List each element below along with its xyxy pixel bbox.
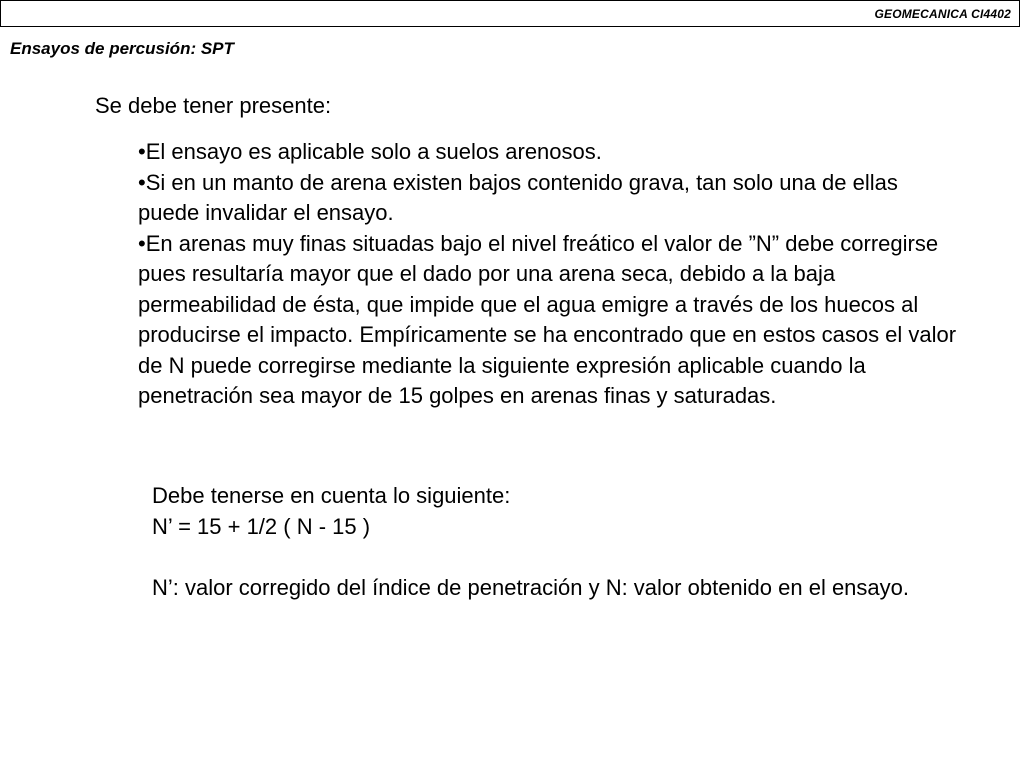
formula: N’ = 15 + 1/2 ( N - 15 ) xyxy=(152,513,371,539)
course-label: GEOMECANICA CI4402 xyxy=(874,7,1011,21)
bullet-list xyxy=(138,137,958,412)
bullet-item: •En arenas muy finas situadas bajo el nivel freático el valor de ”N” debe corregirse pues resultaría mayor que el dado por una arena seca, debido a la baja permeabilidad de ésta, que impide que el agua emigre a través de los huecos al producirse el impacto. Empíricamente se ha encontrado que en estos casos el valor de N puede corregirse mediante la siguiente expresión aplicable cuando la penetración sea mayor de 15 golpes en arenas finas y saturadas. xyxy=(138,230,957,408)
spacer xyxy=(152,542,952,573)
intro-text: Se debe tener presente: xyxy=(95,93,332,118)
note-heading: Debe tenerse en cuenta lo siguiente: xyxy=(152,483,511,508)
definition: N’: valor corregido del índice de penetración y N: valor obtenido en el ensayo. xyxy=(152,574,910,600)
note-block xyxy=(152,481,952,603)
bullet-item: •El ensayo es aplicable solo a suelos arenosos. xyxy=(138,139,602,164)
bullet-item: •Si en un manto de arena existen bajos contenido grava, tan solo una de ellas puede invalidar el ensayo. xyxy=(138,169,898,225)
header-bar xyxy=(0,0,1020,27)
slide-title: Ensayos de percusión: SPT xyxy=(10,39,234,58)
